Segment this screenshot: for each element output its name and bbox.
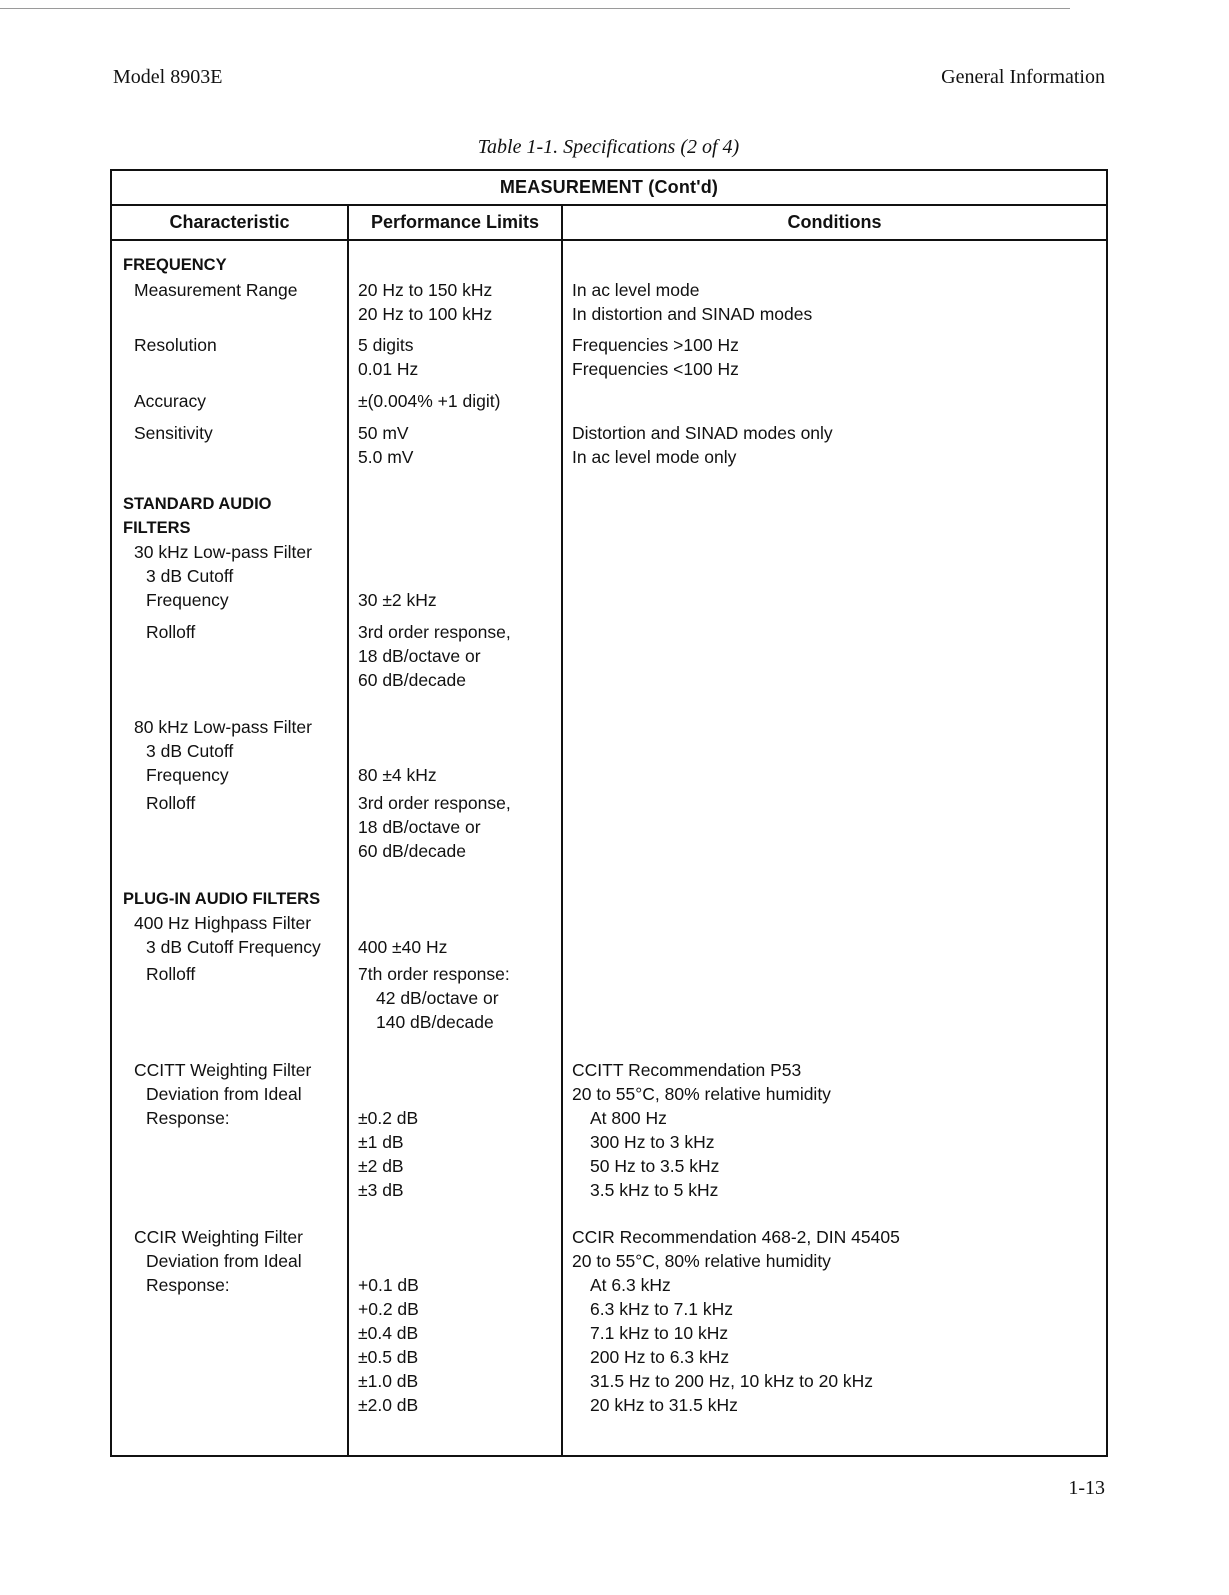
limit-value: 80 ±4 kHz <box>358 765 437 785</box>
limit-value: 140 dB/decade <box>376 1012 494 1032</box>
limit-value: ±2.0 dB <box>358 1395 419 1415</box>
section-heading-standard-audio-filters: FILTERS <box>123 519 191 537</box>
limit-value: 400 ±40 Hz <box>358 937 448 957</box>
column-divider <box>561 206 563 1455</box>
condition-text: At 6.3 kHz <box>590 1275 671 1295</box>
condition-text: 50 Hz to 3.5 kHz <box>590 1156 720 1176</box>
characteristic-label: 3 dB Cutoff <box>146 566 234 586</box>
characteristic-label: Resolution <box>134 335 217 355</box>
column-header-conditions: Conditions <box>787 212 882 232</box>
model-header: Model 8903E <box>113 66 223 88</box>
section-heading-standard-audio-filters: STANDARD AUDIO <box>123 495 272 513</box>
limit-value: 60 dB/decade <box>358 670 467 690</box>
limit-value: +0.1 dB <box>358 1275 419 1295</box>
filter-name: 400 Hz Highpass Filter <box>134 913 312 933</box>
page-number: 1-13 <box>1068 1477 1105 1499</box>
header-rule <box>112 239 1106 241</box>
column-divider <box>347 206 349 1455</box>
condition-text: 200 Hz to 6.3 kHz <box>590 1347 730 1367</box>
limit-value: 3rd order response, <box>358 793 511 813</box>
limit-value: 30 ±2 kHz <box>358 590 437 610</box>
condition-text: At 800 Hz <box>590 1108 667 1128</box>
limit-value: 5.0 mV <box>358 447 414 467</box>
condition-text: 3.5 kHz to 5 kHz <box>590 1180 719 1200</box>
characteristic-label: Frequency <box>146 590 229 610</box>
characteristic-label: Rolloff <box>146 793 196 813</box>
characteristic-label: Deviation from Ideal <box>146 1084 302 1104</box>
section-heading-plug-in-audio-filters: PLUG-IN AUDIO FILTERS <box>123 890 321 908</box>
condition-text: 31.5 Hz to 200 Hz, 10 kHz to 20 kHz <box>590 1371 874 1391</box>
characteristic-label: Frequency <box>146 765 229 785</box>
limit-value: 7th order response: <box>358 964 510 984</box>
section-header: General Information <box>941 66 1105 88</box>
limit-value: 42 dB/octave or <box>376 988 499 1008</box>
limit-value: 0.01 Hz <box>358 359 419 379</box>
limit-value: 20 Hz to 150 kHz <box>358 280 493 300</box>
characteristic-label: Accuracy <box>134 391 206 411</box>
characteristic-label: Rolloff <box>146 622 196 642</box>
spec-table <box>110 169 1108 1457</box>
filter-name: 80 kHz Low-pass Filter <box>134 717 312 737</box>
limit-value: 3rd order response, <box>358 622 511 642</box>
characteristic-label: Response: <box>146 1275 230 1295</box>
table-title: MEASUREMENT (Cont'd) <box>112 171 1106 206</box>
filter-name: CCIR Weighting Filter <box>134 1227 303 1247</box>
table-caption: Table 1-1. Specifications (2 of 4) <box>477 136 740 158</box>
limit-value: ±1 dB <box>358 1132 404 1152</box>
top-rule <box>0 8 1070 9</box>
condition-text: 20 to 55°C, 80% relative humidity <box>572 1251 831 1271</box>
limit-value: ±0.2 dB <box>358 1108 419 1128</box>
characteristic-label: Deviation from Ideal <box>146 1251 302 1271</box>
condition-text: 20 to 55°C, 80% relative humidity <box>572 1084 831 1104</box>
limit-value: 50 mV <box>358 423 409 443</box>
filter-name: CCITT Weighting Filter <box>134 1060 312 1080</box>
characteristic-label: 3 dB Cutoff <box>146 741 234 761</box>
condition-text: 7.1 kHz to 10 kHz <box>590 1323 729 1343</box>
condition-text: In distortion and SINAD modes <box>572 304 813 324</box>
condition-text: In ac level mode only <box>572 447 737 467</box>
limit-value: ±1.0 dB <box>358 1371 419 1391</box>
limit-value: 60 dB/decade <box>358 841 467 861</box>
limit-value: 18 dB/octave or <box>358 646 481 666</box>
condition-text: Frequencies >100 Hz <box>572 335 739 355</box>
characteristic-label: Rolloff <box>146 964 196 984</box>
condition-text: CCITT Recommendation P53 <box>572 1060 802 1080</box>
filter-name: 30 kHz Low-pass Filter <box>134 542 312 562</box>
limit-value: ±(0.004% +1 digit) <box>358 391 501 411</box>
condition-text: Distortion and SINAD modes only <box>572 423 833 443</box>
characteristic-label: Sensitivity <box>134 423 213 443</box>
characteristic-label: 3 dB Cutoff Frequency <box>146 937 321 957</box>
limit-value: +0.2 dB <box>358 1299 419 1319</box>
condition-text: CCIR Recommendation 468-2, DIN 45405 <box>572 1227 900 1247</box>
column-header-performance-limits: Performance Limits <box>370 212 540 232</box>
characteristic-label: Response: <box>146 1108 230 1128</box>
condition-text: 6.3 kHz to 7.1 kHz <box>590 1299 733 1319</box>
section-heading-frequency: FREQUENCY <box>123 256 227 274</box>
characteristic-label: Measurement Range <box>134 280 298 300</box>
limit-value: 18 dB/octave or <box>358 817 481 837</box>
limit-value: 20 Hz to 100 kHz <box>358 304 493 324</box>
limit-value: 5 digits <box>358 335 414 355</box>
condition-text: Frequencies <100 Hz <box>572 359 739 379</box>
condition-text: 20 kHz to 31.5 kHz <box>590 1395 738 1415</box>
limit-value: ±3 dB <box>358 1180 404 1200</box>
condition-text: In ac level mode <box>572 280 700 300</box>
column-header-characteristic: Characteristic <box>169 212 290 232</box>
limit-value: ±0.4 dB <box>358 1323 419 1343</box>
limit-value: ±0.5 dB <box>358 1347 419 1367</box>
condition-text: 300 Hz to 3 kHz <box>590 1132 715 1152</box>
limit-value: ±2 dB <box>358 1156 404 1176</box>
